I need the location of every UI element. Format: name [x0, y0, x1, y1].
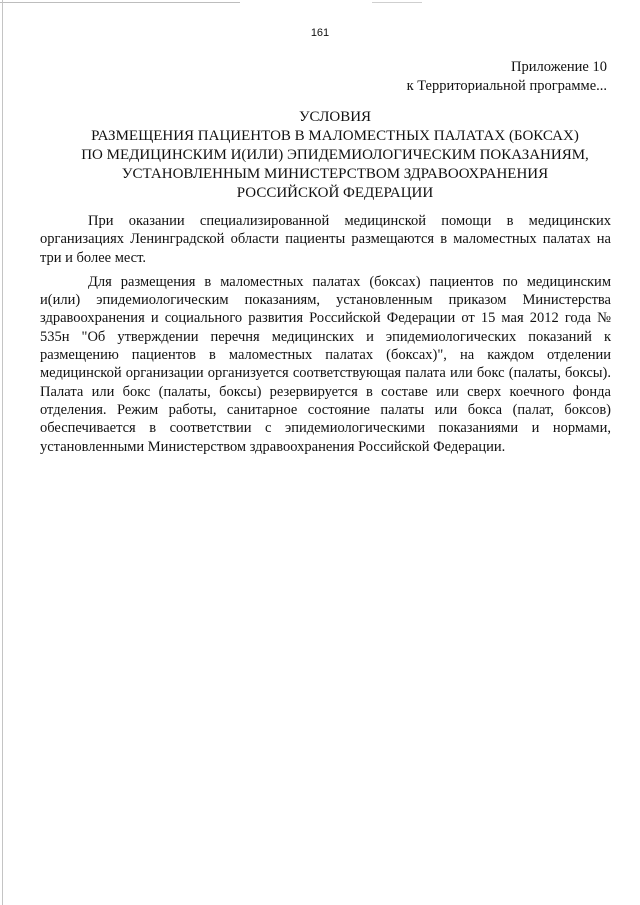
paragraph-2: Для размещения в маломестных палатах (боксах) пациентов по медицинским и(или) эпидемиологическим показаниям, установленным приказом Министерства здравоохранения и социального развития Российской Федерации от 15 мая 2012 года № 535н "Об утверждении перечня медицинских и эпидемиологических показаний к размещению пациентов в маломестных палатах (боксах)", на каждом отделении медицинской организации организуется соответствующая палата или бокс (палаты, боксы). Палата или бокс (палаты, боксы) резервируется в составе или сверх коечного фонда отделения. Режим работы, санитарное состояние палаты или бокса (палат, боксов) обеспечивается в соответствии с эпидемиологическими показаниями и нормами, установленными Министерством здравоохранения Российской Федерации. — [40, 273, 611, 455]
title-line-2: РАЗМЕЩЕНИЯ ПАЦИЕНТОВ В МАЛОМЕСТНЫХ ПАЛАТАХ (БОКСАХ) — [91, 128, 579, 144]
appendix-reference — [407, 58, 607, 96]
title-line-5: РОССИЙСКОЙ ФЕДЕРАЦИИ — [236, 185, 434, 201]
page-number: 161 — [310, 27, 330, 39]
scan-edge-left — [2, 0, 3, 905]
scan-edge-top-fragment — [372, 2, 422, 3]
appendix-program: к Территориальной программе... — [406, 78, 607, 94]
title-line-1: УСЛОВИЯ — [298, 109, 372, 125]
paragraph-1: При оказании специализированной медицинской помощи в медицинских организациях Ленинградской области пациенты размещаются в маломестных палатах на три и более мест. — [40, 213, 611, 266]
title-line-3: ПО МЕДИЦИНСКИМ И(ИЛИ) ЭПИДЕМИОЛОГИЧЕСКИМ ПОКАЗАНИЯМ, — [81, 147, 589, 163]
document-body — [40, 212, 611, 462]
title-line-4: УСТАНОВЛЕННЫМ МИНИСТЕРСТВОМ ЗДРАВООХРАНЕНИЯ — [121, 166, 549, 182]
appendix-number: Приложение 10 — [511, 59, 607, 75]
document-title — [40, 108, 630, 203]
scan-edge-top — [0, 2, 240, 3]
